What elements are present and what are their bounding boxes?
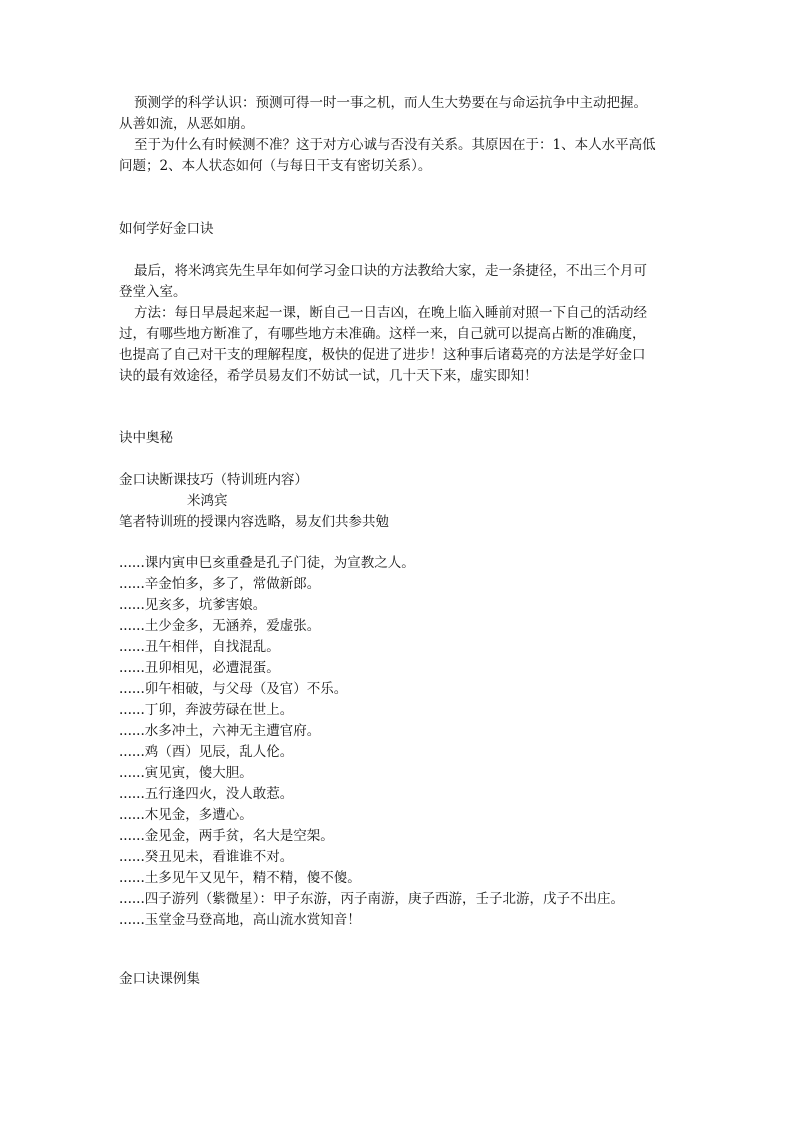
- secrets-list: [119, 553, 679, 931]
- list-item: ......鸡（酉）见辰，乱人伦。: [119, 744, 294, 760]
- section-title: 诀中奥秘: [119, 430, 173, 446]
- list-item: ......土多见午又见午，精不精，傻不傻。: [119, 870, 361, 886]
- list-item: ......见亥多，坑爹害娘。: [119, 597, 267, 613]
- note: 笔者特训班的授课内容选略，易友们共参共勉: [119, 514, 389, 530]
- section-secrets: [119, 428, 679, 449]
- paragraph-line: 方法：每日早晨起来起一课，断自己一日吉凶，在晚上临入睡前对照一下自己的活动经: [134, 305, 647, 321]
- paragraph-line: 登堂入室。: [119, 284, 187, 300]
- how-to-learn-paragraph: [119, 261, 679, 387]
- list-item: ......丑午相伴，自找混乱。: [119, 639, 280, 655]
- list-item: ......玉堂金马登高地，高山流水赏知音！: [119, 912, 361, 928]
- list-item: ......寅见寅，傻大胆。: [119, 765, 253, 781]
- paragraph-line: 也提高了自己对干支的理解程度，极快的促进了进步！这种事后诸葛亮的方法是学好金口: [119, 347, 646, 363]
- list-item: ......土少金多，无涵养，爱虚张。: [119, 618, 321, 634]
- list-item: ......五行逢四火，没人敢惹。: [119, 786, 294, 802]
- list-item: ......金见金，两手贫，名大是空架。: [119, 828, 334, 844]
- list-item: ......癸丑见未，看谁谁不对。: [119, 849, 294, 865]
- secrets-header: [119, 470, 679, 533]
- intro-line: 问题；2、本人状态如何（与每日干支有密切关系）。: [119, 158, 432, 174]
- list-item: ......丁卯，奔波劳碌在世上。: [119, 702, 294, 718]
- intro-paragraph: [119, 93, 679, 177]
- intro-line: 从善如流，从恶如崩。: [119, 116, 254, 132]
- section-case-collection: [119, 969, 679, 990]
- list-item: ......丑卯相见，必遭混蛋。: [119, 660, 280, 676]
- subtitle: 金口诀断课技巧（特训班内容）: [119, 472, 308, 488]
- section-title: 金口诀课例集: [119, 971, 200, 987]
- section-how-to-learn: [119, 219, 679, 240]
- intro-line: 预测学的科学认识：预测可得一时一事之机，而人生大势要在与命运抗争中主动把握。: [134, 95, 647, 111]
- section-title: 如何学好金口诀: [119, 221, 214, 237]
- list-item: ......四子游列（紫微星）：甲子东游，丙子南游，庚子西游，壬子北游，戊子不出庄。: [119, 891, 624, 907]
- list-item: ......水多冲土，六神无主遭官府。: [119, 723, 321, 739]
- paragraph-line: 过，有哪些地方断准了，有哪些地方未准确。这样一来，自己就可以提高占断的准确度，: [119, 326, 646, 342]
- list-item: ......辛金怕多，多了，常做新郎。: [119, 576, 321, 592]
- list-item: ......木见金，多遭心。: [119, 807, 253, 823]
- paragraph-line: 诀的最有效途径，希学员易友们不妨试一试，几十天下来，虚实即知！: [119, 368, 538, 384]
- list-item: ......课内寅申巳亥重叠是孔子门徒，为宣教之人。: [119, 555, 415, 571]
- author-name: 米鸿宾: [187, 493, 228, 509]
- intro-line: 至于为什么有时候测不准？这于对方心诚与否没有关系。其原因在于：1、本人水平高低: [134, 137, 656, 153]
- paragraph-line: 最后，将米鸿宾先生早年如何学习金口诀的方法教给大家，走一条捷径，不出三个月可: [134, 263, 647, 279]
- list-item: ......卯午相破，与父母（及官）不乐。: [119, 681, 348, 697]
